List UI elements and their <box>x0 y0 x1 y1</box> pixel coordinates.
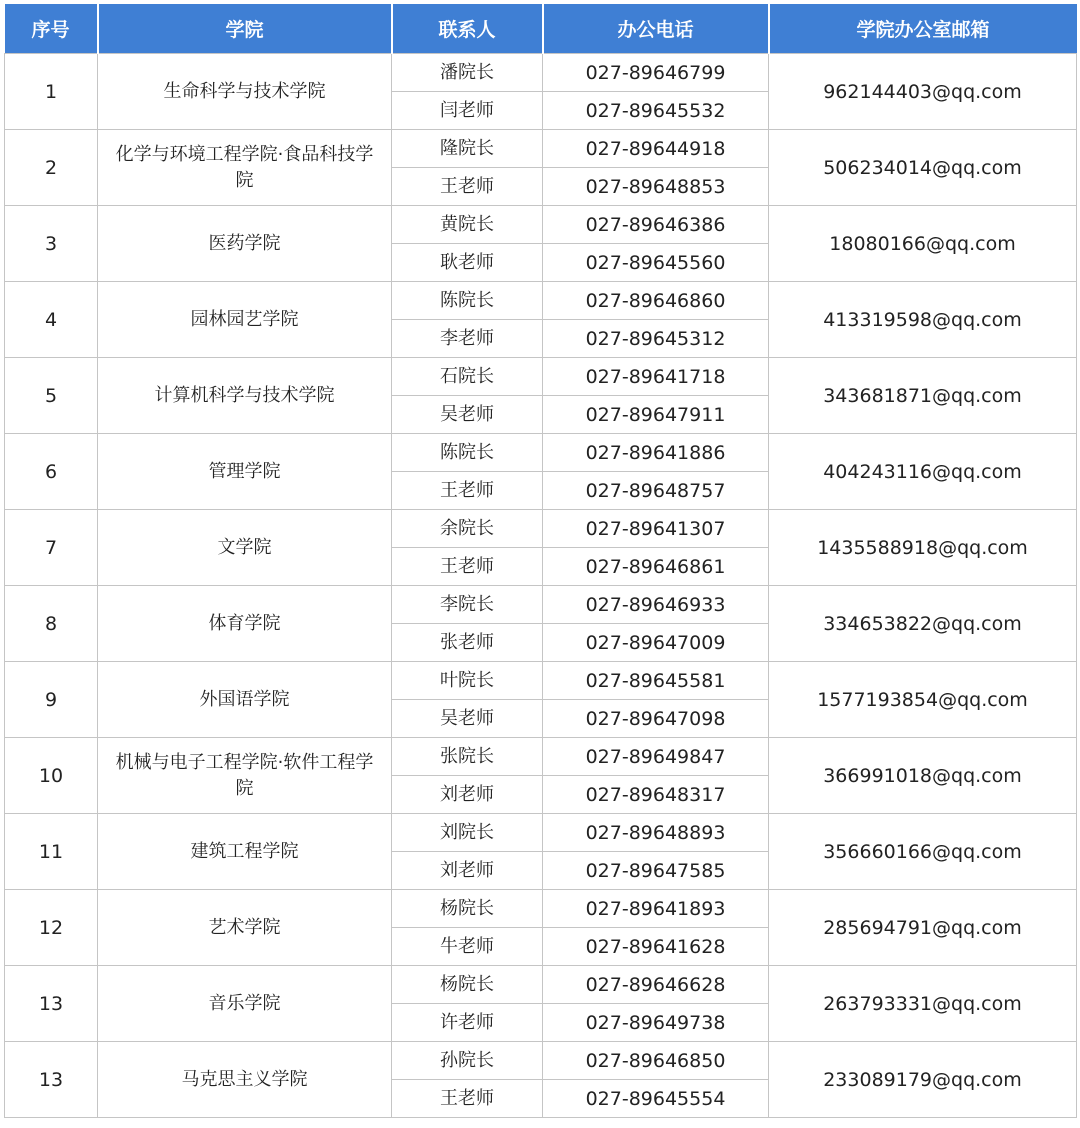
office-email: 962144403@qq.com <box>769 54 1077 130</box>
row-index: 13 <box>5 1042 98 1118</box>
contact-name: 潘院长 <box>392 54 543 92</box>
college-name: 机械与电子工程学院·软件工程学院 <box>98 738 392 814</box>
header-contact: 联系人 <box>392 4 543 54</box>
office-phone: 027-89646861 <box>543 548 769 586</box>
contact-name: 隆院长 <box>392 130 543 168</box>
header-index: 序号 <box>5 4 98 54</box>
office-email: 233089179@qq.com <box>769 1042 1077 1118</box>
office-phone: 027-89646386 <box>543 206 769 244</box>
college-name: 园林园艺学院 <box>98 282 392 358</box>
contact-name: 王老师 <box>392 472 543 510</box>
contact-name: 李院长 <box>392 586 543 624</box>
college-name: 艺术学院 <box>98 890 392 966</box>
row-index: 8 <box>5 586 98 662</box>
contact-name: 石院长 <box>392 358 543 396</box>
office-email: 404243116@qq.com <box>769 434 1077 510</box>
contact-name: 王老师 <box>392 168 543 206</box>
office-phone: 027-89648853 <box>543 168 769 206</box>
office-phone: 027-89641718 <box>543 358 769 396</box>
college-name: 马克思主义学院 <box>98 1042 392 1118</box>
office-phone: 027-89645532 <box>543 92 769 130</box>
office-email: 343681871@qq.com <box>769 358 1077 434</box>
office-phone: 027-89646933 <box>543 586 769 624</box>
contact-name: 孙院长 <box>392 1042 543 1080</box>
table-row <box>5 890 1077 928</box>
row-index: 7 <box>5 510 98 586</box>
row-index: 2 <box>5 130 98 206</box>
office-email: 263793331@qq.com <box>769 966 1077 1042</box>
row-index: 5 <box>5 358 98 434</box>
office-email: 285694791@qq.com <box>769 890 1077 966</box>
contact-name: 耿老师 <box>392 244 543 282</box>
header-phone: 办公电话 <box>543 4 769 54</box>
row-index: 3 <box>5 206 98 282</box>
college-name: 化学与环境工程学院·食品科技学院 <box>98 130 392 206</box>
contact-name: 王老师 <box>392 1080 543 1118</box>
office-email: 334653822@qq.com <box>769 586 1077 662</box>
contact-name: 闫老师 <box>392 92 543 130</box>
office-phone: 027-89646628 <box>543 966 769 1004</box>
table-row <box>5 966 1077 1004</box>
office-phone: 027-89646850 <box>543 1042 769 1080</box>
office-phone: 027-89647585 <box>543 852 769 890</box>
office-email: 1577193854@qq.com <box>769 662 1077 738</box>
office-phone: 027-89641886 <box>543 434 769 472</box>
contact-name: 吴老师 <box>392 396 543 434</box>
table-row <box>5 282 1077 320</box>
office-phone: 027-89641307 <box>543 510 769 548</box>
table-row <box>5 738 1077 776</box>
table-row <box>5 54 1077 92</box>
table-row <box>5 358 1077 396</box>
office-phone: 027-89645312 <box>543 320 769 358</box>
header-college: 学院 <box>98 4 392 54</box>
office-email: 413319598@qq.com <box>769 282 1077 358</box>
table-row <box>5 434 1077 472</box>
college-name: 音乐学院 <box>98 966 392 1042</box>
table-row <box>5 662 1077 700</box>
table-body <box>5 54 1077 1118</box>
table-row <box>5 206 1077 244</box>
office-phone: 027-89645560 <box>543 244 769 282</box>
table-row <box>5 1042 1077 1080</box>
office-phone: 027-89648757 <box>543 472 769 510</box>
row-index: 10 <box>5 738 98 814</box>
contact-name: 刘老师 <box>392 776 543 814</box>
office-phone: 027-89646799 <box>543 54 769 92</box>
contact-name: 杨院长 <box>392 966 543 1004</box>
row-index: 4 <box>5 282 98 358</box>
contact-name: 黄院长 <box>392 206 543 244</box>
office-email: 506234014@qq.com <box>769 130 1077 206</box>
contact-name: 牛老师 <box>392 928 543 966</box>
row-index: 12 <box>5 890 98 966</box>
table-header <box>5 4 1077 54</box>
row-index: 9 <box>5 662 98 738</box>
row-index: 6 <box>5 434 98 510</box>
table-row <box>5 510 1077 548</box>
office-phone: 027-89648893 <box>543 814 769 852</box>
college-name: 计算机科学与技术学院 <box>98 358 392 434</box>
contact-name: 陈院长 <box>392 282 543 320</box>
contact-name: 许老师 <box>392 1004 543 1042</box>
row-index: 1 <box>5 54 98 130</box>
office-phone: 027-89644918 <box>543 130 769 168</box>
contact-name: 吴老师 <box>392 700 543 738</box>
row-index: 11 <box>5 814 98 890</box>
office-phone: 027-89649847 <box>543 738 769 776</box>
table-row <box>5 586 1077 624</box>
contact-name: 张老师 <box>392 624 543 662</box>
college-name: 外国语学院 <box>98 662 392 738</box>
office-phone: 027-89647098 <box>543 700 769 738</box>
office-phone: 027-89645581 <box>543 662 769 700</box>
office-phone: 027-89646860 <box>543 282 769 320</box>
office-phone: 027-89641893 <box>543 890 769 928</box>
college-name: 生命科学与技术学院 <box>98 54 392 130</box>
office-phone: 027-89648317 <box>543 776 769 814</box>
contact-name: 陈院长 <box>392 434 543 472</box>
header-email: 学院办公室邮箱 <box>769 4 1077 54</box>
office-email: 356660166@qq.com <box>769 814 1077 890</box>
college-name: 文学院 <box>98 510 392 586</box>
college-name: 建筑工程学院 <box>98 814 392 890</box>
contact-name: 杨院长 <box>392 890 543 928</box>
office-phone: 027-89647009 <box>543 624 769 662</box>
college-name: 体育学院 <box>98 586 392 662</box>
college-name: 医药学院 <box>98 206 392 282</box>
college-contact-table <box>4 4 1077 1118</box>
office-email: 1435588918@qq.com <box>769 510 1077 586</box>
contact-name: 刘院长 <box>392 814 543 852</box>
office-phone: 027-89641628 <box>543 928 769 966</box>
contact-name: 余院长 <box>392 510 543 548</box>
office-phone: 027-89647911 <box>543 396 769 434</box>
table-row <box>5 130 1077 168</box>
college-name: 管理学院 <box>98 434 392 510</box>
contact-name: 刘老师 <box>392 852 543 890</box>
contact-name: 叶院长 <box>392 662 543 700</box>
office-email: 18080166@qq.com <box>769 206 1077 282</box>
row-index: 13 <box>5 966 98 1042</box>
office-phone: 027-89649738 <box>543 1004 769 1042</box>
contact-name: 张院长 <box>392 738 543 776</box>
table-row <box>5 814 1077 852</box>
office-phone: 027-89645554 <box>543 1080 769 1118</box>
office-email: 366991018@qq.com <box>769 738 1077 814</box>
contact-name: 王老师 <box>392 548 543 586</box>
contact-name: 李老师 <box>392 320 543 358</box>
header-row <box>5 4 1077 54</box>
